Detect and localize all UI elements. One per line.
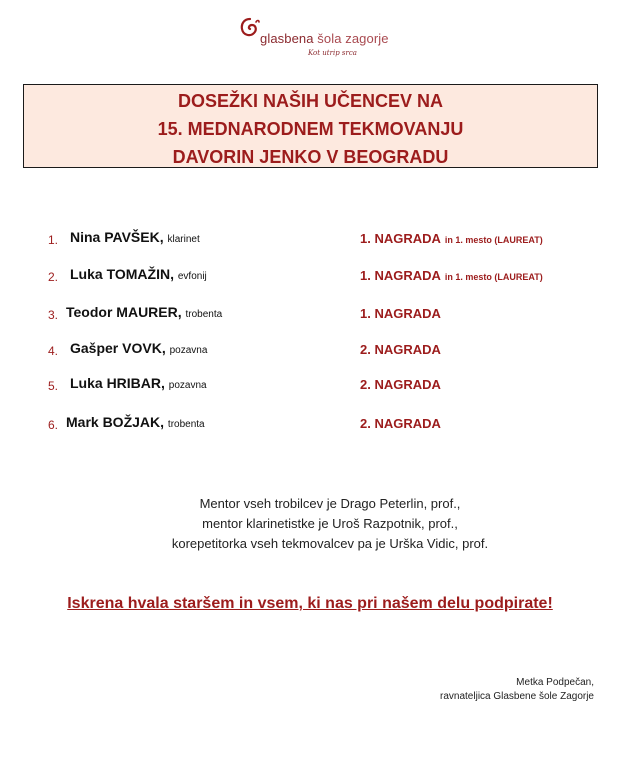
student-name bbox=[66, 304, 222, 320]
title-box bbox=[23, 84, 598, 168]
award-text: 2. NAGRADA bbox=[360, 416, 441, 431]
student-instrument: klarinet bbox=[167, 234, 200, 245]
student-instrument: trobenta bbox=[167, 419, 205, 430]
student-name-text: Luka HRIBAR, bbox=[70, 375, 165, 391]
signature-block bbox=[440, 676, 594, 704]
signature-name: Metka Podpečan, bbox=[516, 677, 594, 688]
student-name-text: Teodor MAURER, bbox=[66, 304, 182, 320]
award-extra: in 1. mesto (LAUREAT) bbox=[444, 235, 543, 245]
student-name-text: Luka TOMAŽIN, bbox=[70, 266, 174, 282]
award bbox=[360, 306, 441, 321]
result-row bbox=[0, 414, 618, 434]
logo-wordmark bbox=[260, 31, 389, 46]
award bbox=[360, 268, 543, 283]
mentor-line-1: Mentor vseh trobilcev je Drago Peterlin, prof., bbox=[199, 496, 461, 511]
result-row bbox=[0, 229, 618, 249]
award-text: 2. NAGRADA bbox=[360, 342, 441, 357]
result-number: 3. bbox=[48, 308, 59, 322]
mentor-line-2: mentor klarinetistke je Uroš Razpotnik, prof., bbox=[202, 516, 458, 531]
student-name bbox=[66, 414, 205, 430]
student-name-text: Nina PAVŠEK, bbox=[70, 229, 164, 245]
title-line-2: 15. MEDNARODNEM TEKMOVANJU bbox=[157, 119, 464, 139]
award bbox=[360, 231, 543, 246]
title-line-1: DOSEŽKI NAŠIH UČENCEV NA bbox=[177, 91, 444, 111]
logo-name-rest: šola zagorje bbox=[313, 31, 389, 46]
award-text: 1. NAGRADA bbox=[360, 268, 441, 283]
result-row bbox=[0, 266, 618, 286]
mentors-paragraph bbox=[0, 494, 618, 554]
mentor-line-3: korepetitorka vseh tekmovalcev pa je Urška Vidic, prof. bbox=[171, 536, 489, 551]
result-row bbox=[0, 340, 618, 360]
signature-role: ravnateljica Glasbene šole Zagorje bbox=[440, 691, 594, 702]
award bbox=[360, 377, 441, 392]
student-name bbox=[70, 340, 207, 356]
award-text: 2. NAGRADA bbox=[360, 377, 441, 392]
award-extra: in 1. mesto (LAUREAT) bbox=[444, 272, 543, 282]
title-line-3: DAVORIN JENKO V BEOGRADU bbox=[172, 147, 449, 167]
logo-tagline: Kot utrip srca bbox=[308, 49, 357, 57]
student-instrument: trobenta bbox=[185, 309, 223, 320]
thanks-message: Iskrena hvala staršem in vsem, ki nas pri našem delu podpirate! bbox=[67, 595, 553, 612]
award bbox=[360, 416, 441, 431]
result-number: 6. bbox=[48, 418, 59, 432]
award bbox=[360, 342, 441, 357]
result-number: 2. bbox=[48, 270, 59, 284]
logo-name-bold: glasbena bbox=[260, 31, 314, 46]
student-name-text: Mark BOŽJAK, bbox=[66, 414, 165, 430]
student-name bbox=[70, 375, 207, 391]
result-number: 4. bbox=[48, 344, 59, 358]
award-text: 1. NAGRADA bbox=[360, 231, 441, 246]
student-name bbox=[70, 266, 207, 282]
student-instrument: pozavna bbox=[168, 380, 207, 391]
result-row bbox=[0, 375, 618, 395]
result-row bbox=[0, 304, 618, 324]
student-name-text: Gašper VOVK, bbox=[70, 340, 166, 356]
student-instrument: evfonij bbox=[177, 271, 207, 282]
school-logo bbox=[236, 14, 396, 64]
award-text: 1. NAGRADA bbox=[360, 306, 441, 321]
result-number: 1. bbox=[48, 233, 59, 247]
student-name bbox=[70, 229, 200, 245]
student-instrument: pozavna bbox=[169, 345, 208, 356]
result-number: 5. bbox=[48, 379, 59, 393]
